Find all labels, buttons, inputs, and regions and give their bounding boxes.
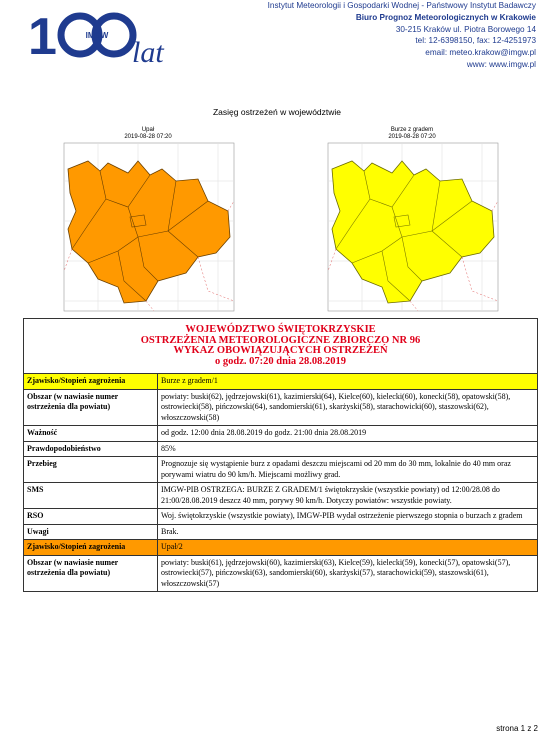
institute-name: Instytut Meteorologii i Gospodarki Wodnej - Państwowy Instytut Badawczy bbox=[267, 1, 536, 10]
map-heat-date: 2019-08-28 07:20 bbox=[124, 134, 172, 140]
row-label: Prawdopodobieństwo bbox=[24, 441, 158, 457]
map-storm-title: Burze z gradem bbox=[390, 127, 434, 133]
row-value: IMGW-PIB OSTRZEGA: BURZE Z GRADEM/1 świętokrzyskie (wszystkie powiaty) od 12:00/28.08 do 21:00/28.08.2019 deszcz 40 mm, porywy 90 km/h. Dotyczy powiatów: wszystkie powiaty. bbox=[158, 483, 538, 509]
row-label: SMS bbox=[24, 483, 158, 509]
table-row bbox=[24, 524, 538, 540]
table-row bbox=[24, 457, 538, 483]
map-storm-date: 2019-08-28 07:20 bbox=[388, 134, 436, 140]
website: www: www.imgw.pl bbox=[466, 59, 536, 69]
row-value: Brak. bbox=[158, 524, 538, 540]
map-storm-graphic bbox=[322, 141, 502, 319]
table-row bbox=[24, 374, 538, 390]
map-heat-title: Upał bbox=[141, 127, 155, 133]
row-label: Uwagi bbox=[24, 524, 158, 540]
email: email: meteo.krakow@imgw.pl bbox=[425, 48, 536, 58]
row-value: od godz. 12:00 dnia 28.08.2019 do godz. 21:00 dnia 28.08.2019 bbox=[158, 426, 538, 442]
row-label: Obszar (w nawiasie numer ostrzeżenia dla powiatu) bbox=[24, 389, 158, 426]
table-row bbox=[24, 426, 538, 442]
row-label: RSO bbox=[24, 509, 158, 525]
maps-title: Zasięg ostrzeżeń w województwie bbox=[212, 107, 342, 117]
row-value: Burze z gradem/1 bbox=[158, 374, 538, 390]
table-row bbox=[24, 509, 538, 525]
map-storm bbox=[322, 127, 502, 321]
table-row bbox=[24, 441, 538, 457]
svg-text:1: 1 bbox=[28, 8, 57, 66]
map-heat-graphic bbox=[58, 141, 238, 319]
row-value: powiaty: buski(62), jędrzejowski(61), kazimierski(64), Kielce(60), kielecki(60), konecki(58), opatowski(58), ostrowiecki(58), pińczowski(64), sandomierski(61), skarżyski(58), starachowicki(60), staszowski(62), włoszczowski(58) bbox=[158, 389, 538, 426]
row-value: Upał/2 bbox=[158, 540, 538, 556]
table-title-row bbox=[24, 319, 538, 374]
row-value: Prognozuje się wystąpienie burz z opadami deszczu miejscami od 20 mm do 30 mm, lokalnie do 40 mm oraz porywami wiatru do 90 km/h. Miejscami możliwy grad. bbox=[158, 457, 538, 483]
warnings-table bbox=[23, 318, 538, 592]
row-value: powiaty: buski(61), jędrzejowski(60), kazimierski(63), Kielce(59), kielecki(59), konecki(57), opatowski(57), ostrowiecki(57), pińczowski(63), sandomierski(60), skarżyski(57), starachowicki(59), staszowski(61), włoszczowski(57) bbox=[158, 555, 538, 592]
title-line: OSTRZEŻENIA METEOROLOGICZNE ZBIORCZO NR 96 bbox=[140, 334, 421, 346]
row-label: Obszar (w nawiasie numer ostrzeżenia dla powiatu) bbox=[24, 555, 158, 592]
imgw-100-lat-logo bbox=[28, 4, 168, 66]
row-value: Woj. świętokrzyskie (wszystkie powiaty), IMGW-PIB wydał ostrzeżenie pierwszego stopnia o burzach z gradem bbox=[158, 509, 538, 525]
institution-header bbox=[268, 0, 536, 71]
office-name: Biuro Prognoz Meteorologicznych w Krakowie bbox=[355, 12, 536, 22]
row-value: 85% bbox=[158, 441, 538, 457]
table-title bbox=[24, 319, 538, 374]
map-heat bbox=[58, 127, 238, 321]
table-row bbox=[24, 389, 538, 426]
row-label: Zjawisko/Stopień zagrożenia bbox=[24, 374, 158, 390]
row-label: Zjawisko/Stopień zagrożenia bbox=[24, 540, 158, 556]
address: 30-215 Kraków ul. Piotra Borowego 14 bbox=[395, 24, 536, 34]
row-label: Przebieg bbox=[24, 457, 158, 483]
table-row bbox=[24, 540, 538, 556]
title-line: o godz. 07:20 dnia 28.08.2019 bbox=[215, 355, 346, 367]
table-row bbox=[24, 555, 538, 592]
phone-fax: tel: 12-6398150, fax: 12-4251973 bbox=[415, 36, 536, 46]
title-line: WOJEWÓDZTWO ŚWIĘTOKRZYSKIE bbox=[185, 324, 376, 335]
title-line: WYKAZ OBOWIĄZUJĄCYCH OSTRZEŻEŃ bbox=[173, 345, 388, 356]
page-number: strona 1 z 2 bbox=[496, 724, 538, 733]
svg-text:lat: lat bbox=[132, 36, 164, 66]
svg-text:IMGW: IMGW bbox=[85, 31, 109, 40]
row-label: Ważność bbox=[24, 426, 158, 442]
table-row bbox=[24, 483, 538, 509]
